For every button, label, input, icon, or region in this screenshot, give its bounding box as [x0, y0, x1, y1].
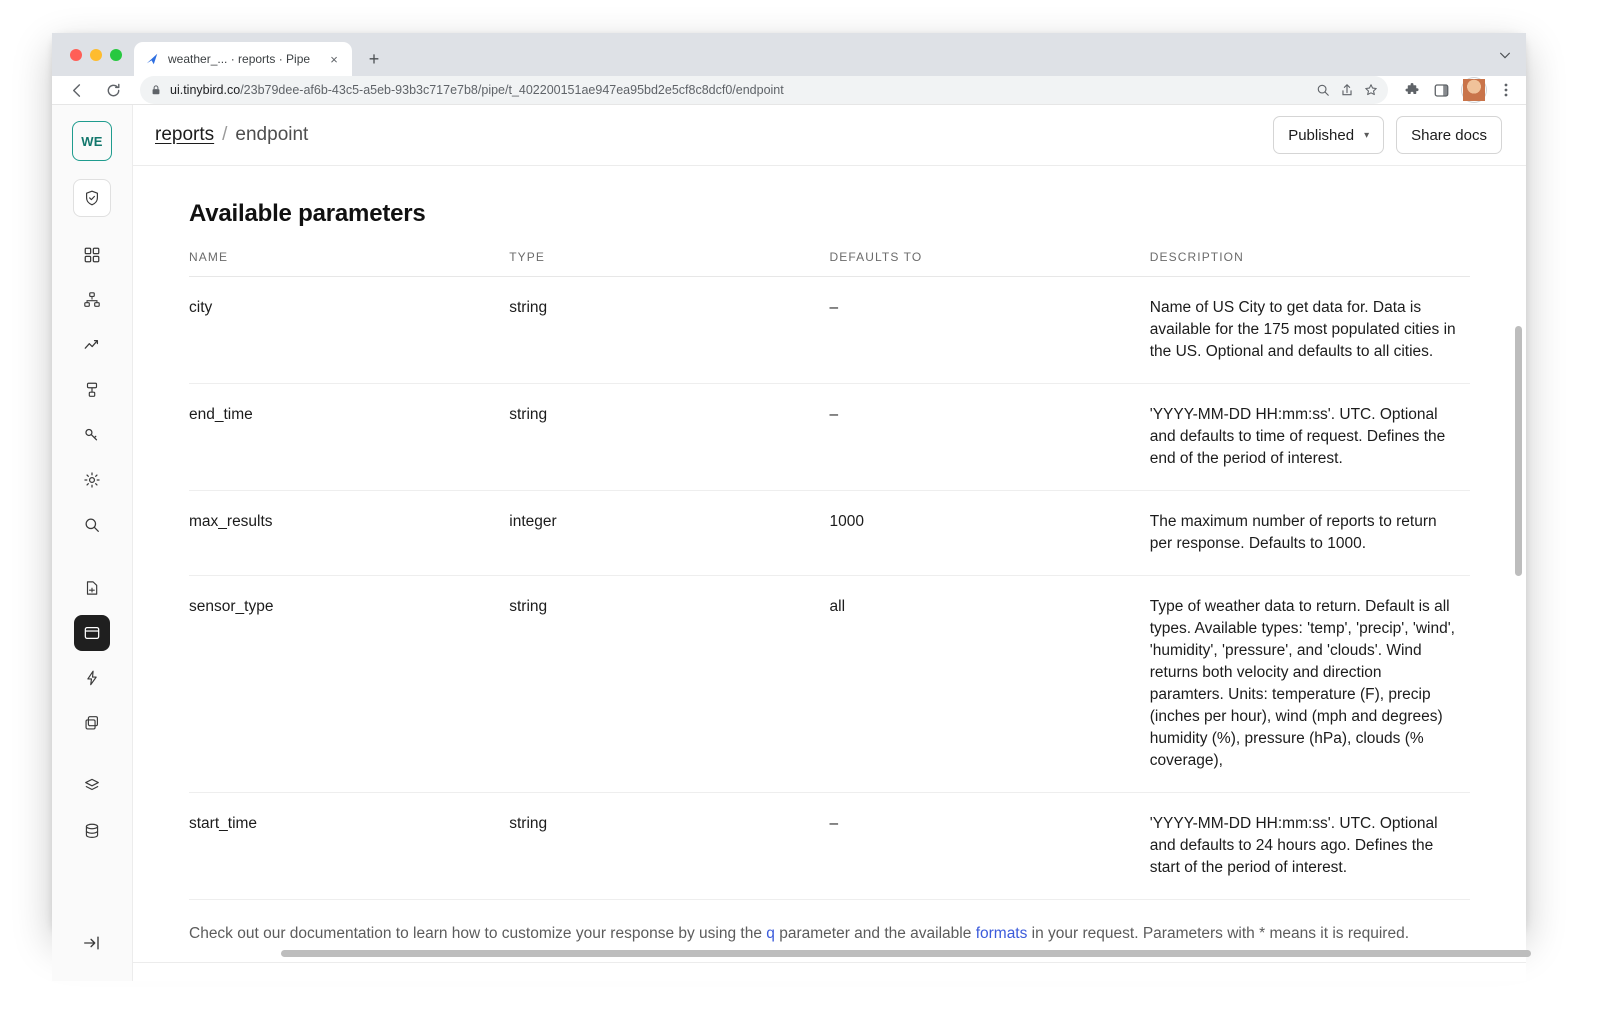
browser-tab-title: weather_... · reports · Pipe [168, 52, 311, 66]
page-title: Available parameters [189, 200, 426, 227]
share-docs-button[interactable] [1396, 116, 1502, 154]
profile-avatar[interactable] [1462, 78, 1486, 102]
horizontal-scrollbar[interactable] [281, 950, 1531, 957]
column-icon[interactable] [74, 372, 110, 408]
footnote-part-1: Check out our documentation to learn how to customize your response by using the [189, 925, 767, 942]
column-header-description: DESCRIPTION [1150, 250, 1470, 277]
url-path: /23b79dee-af6b-43c5-a5eb-93b3c717e7b8/pipe/t_402200151ae947ea95bd2e5cf8c8dcf0/endpoint [240, 83, 784, 97]
back-arrow-icon[interactable] [64, 77, 90, 103]
param-name: sensor_type [189, 576, 509, 793]
browser-toolbar [52, 76, 1526, 105]
browser-tabstrip [52, 33, 1526, 76]
layers-icon[interactable] [74, 768, 110, 804]
published-status-button[interactable] [1273, 116, 1384, 154]
breadcrumb-reports-link[interactable]: reports [155, 124, 215, 145]
bookmark-star-icon[interactable] [1364, 83, 1378, 97]
gear-icon[interactable] [74, 462, 110, 498]
minimize-window-button[interactable] [90, 49, 102, 61]
workspace-badge[interactable]: WE [72, 121, 112, 161]
key-icon[interactable] [74, 417, 110, 453]
param-name: end_time [189, 384, 509, 491]
left-sidebar [52, 105, 133, 981]
tabstrip-overflow[interactable] [1498, 33, 1526, 76]
param-name: max_results [189, 491, 509, 576]
param-default: – [830, 277, 1150, 384]
search-icon[interactable] [74, 507, 110, 543]
docs-footnote [189, 922, 1419, 946]
param-description: 'YYYY-MM-DD HH:mm:ss'. UTC. Optional and defaults to 24 hours ago. Defines the start of the period of interest. [1150, 793, 1470, 900]
param-type: string [509, 277, 829, 384]
omnibox-actions [1316, 83, 1378, 97]
url-host: ui.tinybird.co [170, 83, 241, 97]
param-type: integer [509, 491, 829, 576]
chart-line-icon[interactable] [74, 327, 110, 363]
grid-dashboard-icon[interactable] [74, 237, 110, 273]
zoom-icon[interactable] [1316, 83, 1330, 97]
param-name: city [189, 277, 509, 384]
toolbar-actions [1402, 78, 1514, 102]
browser-window [52, 33, 1526, 942]
bolt-icon[interactable] [74, 660, 110, 696]
address-bar-text [170, 83, 784, 97]
reload-icon[interactable] [100, 77, 126, 103]
table-row [189, 277, 1470, 384]
param-description: Name of US City to get data for. Data is available for the 175 most populated cities in the US. Optional and defaults to all cities. [1150, 277, 1470, 384]
breadcrumb-separator: / [222, 124, 228, 145]
extensions-puzzle-icon[interactable] [1404, 82, 1421, 99]
topbar-actions [1273, 116, 1502, 154]
side-panel-icon[interactable] [1433, 82, 1450, 99]
maximize-window-button[interactable] [110, 49, 122, 61]
table-row [189, 384, 1470, 491]
chevron-down-icon: ▾ [1364, 129, 1370, 141]
param-name: start_time [189, 793, 509, 900]
app-container [52, 105, 1526, 981]
param-type: string [509, 576, 829, 793]
browser-tab[interactable] [134, 42, 352, 76]
column-header-type: TYPE [509, 250, 829, 277]
param-description: 'YYYY-MM-DD HH:mm:ss'. UTC. Optional and defaults to time of request. Defines the end of the period of interest. [1150, 384, 1470, 491]
column-header-name: NAME [189, 250, 509, 277]
close-icon[interactable]: × [330, 51, 338, 67]
table-header-row [189, 250, 1470, 277]
param-default: all [830, 576, 1150, 793]
param-default: – [830, 793, 1150, 900]
param-type: string [509, 384, 829, 491]
formats-link[interactable]: formats [975, 925, 1028, 942]
param-default: – [830, 384, 1150, 491]
window-traffic-lights[interactable] [62, 33, 134, 76]
close-window-button[interactable] [70, 49, 82, 61]
copy-icon[interactable] [74, 705, 110, 741]
more-menu-icon[interactable] [1498, 82, 1514, 98]
param-type: string [509, 793, 829, 900]
shield-check-icon[interactable] [73, 179, 111, 217]
lock-icon [150, 84, 162, 96]
breadcrumb-current: endpoint [235, 124, 309, 145]
tinybird-icon [144, 51, 160, 67]
collapse-panel-icon[interactable] [74, 925, 110, 961]
address-bar[interactable] [140, 76, 1388, 104]
table-row [189, 793, 1470, 900]
footnote-part-2: parameter and the available [774, 925, 976, 942]
param-description: Type of weather data to return. Default is all types. Available types: 'temp', 'precip', 'wind', 'humidity', 'pressure', and 'clouds'. Wind returns both velocity and direction paramters. Units: temperature (F), precip (inches per hour), wind (mph and degrees) humidity (%), pressure (hPa), clouds (% coverage), [1150, 576, 1470, 793]
page-topbar [133, 105, 1526, 166]
main-content [133, 105, 1526, 981]
data-flow-icon[interactable] [74, 282, 110, 318]
database-icon[interactable] [74, 813, 110, 849]
endpoint-docs [133, 166, 1526, 946]
share-icon[interactable] [1340, 83, 1354, 97]
endpoint-window-icon[interactable] [74, 615, 110, 651]
vertical-scrollbar[interactable] [1515, 326, 1522, 576]
file-import-icon[interactable] [74, 570, 110, 606]
footnote-part-3: in your request. Parameters with * means it is required. [1027, 925, 1410, 942]
breadcrumb [155, 124, 308, 146]
docs-scroll-area[interactable] [133, 166, 1526, 962]
parameters-table [189, 250, 1470, 900]
share-docs-label: Share docs [1411, 126, 1487, 144]
published-label: Published [1288, 126, 1355, 144]
new-tab-button[interactable]: + [368, 48, 380, 69]
bottom-strip [133, 962, 1526, 981]
param-default: 1000 [830, 491, 1150, 576]
q-parameter-link[interactable]: q [766, 925, 775, 942]
table-row [189, 576, 1470, 793]
param-description: The maximum number of reports to return per response. Defaults to 1000. [1150, 491, 1470, 576]
table-row [189, 491, 1470, 576]
column-header-defaults: DEFAULTS TO [830, 250, 1150, 277]
chevron-down-icon[interactable] [1498, 48, 1512, 62]
